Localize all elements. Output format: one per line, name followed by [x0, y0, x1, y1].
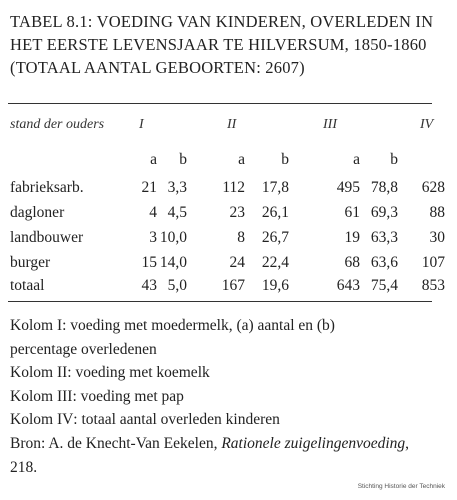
row-label: dagloner [10, 204, 65, 221]
table-cell: 167 [221, 277, 245, 294]
sub-header: b [179, 151, 187, 168]
table-cell: 643 [336, 277, 360, 294]
table-cell: 17,8 [261, 179, 289, 196]
table-cell: 3,3 [167, 179, 187, 196]
table-cell: 112 [222, 179, 245, 196]
table-cell: 19,6 [261, 277, 289, 294]
table-cell: 63,6 [370, 254, 398, 271]
table-cell: 15 [141, 254, 157, 271]
col-group-i: I [139, 117, 144, 132]
sub-header: a [150, 151, 157, 168]
table-cell: 43 [141, 277, 157, 294]
table-cell: 853 [421, 277, 445, 294]
note-line: Kolom III: voeding met pap [10, 387, 184, 405]
table-cell: 4,5 [167, 204, 187, 221]
table-cell: 4 [149, 204, 157, 221]
table-cell: 24 [229, 254, 245, 271]
table-cell: 23 [229, 204, 245, 221]
note-line: percentage overledenen [10, 340, 157, 358]
top-rule [8, 103, 432, 104]
note-line: Kolom I: voeding met moedermelk, (a) aantal en (b) [10, 317, 335, 334]
table-cell: 22,4 [261, 254, 289, 271]
table-cell: 8 [237, 229, 245, 246]
table-cell: 61 [344, 204, 360, 221]
table-cell: 88 [429, 204, 445, 221]
col-group-iii: III [323, 117, 337, 132]
table-cell: 30 [429, 229, 445, 246]
col-group-iv: IV [420, 117, 434, 132]
source-book-title: Rationele zuigelingenvoeding [221, 434, 406, 452]
source-page: 218. [10, 458, 38, 476]
note-line: Kolom II: voeding met koemelk [10, 364, 210, 382]
note-line: Kolom IV: totaal aantal overleden kinderen [10, 411, 280, 429]
table-cell: 10,0 [159, 229, 187, 246]
sub-header: b [390, 151, 398, 168]
sub-header: a [353, 151, 360, 168]
row-header-label: stand der ouders [10, 117, 105, 132]
table-cell: 495 [336, 179, 360, 196]
row-label: landbouwer [10, 229, 84, 246]
sub-header: a [238, 151, 245, 168]
table-notes [10, 314, 450, 479]
row-label: fabrieksarb. [10, 179, 84, 196]
table-cell: 26,1 [261, 204, 289, 221]
table-cell: 628 [421, 179, 445, 196]
table-cell: 69,3 [370, 204, 398, 221]
table-cell: 14,0 [159, 254, 187, 271]
footer-credit: Stichting Historie der Techniek [357, 483, 445, 490]
table-cell: 78,8 [370, 179, 398, 196]
table-cell: 19 [344, 229, 360, 246]
table-cell: 21 [141, 179, 157, 196]
col-group-ii: II [227, 117, 237, 132]
table-title: TABEL 8.1: VOEDING VAN KINDEREN, OVERLEDEN IN HET EERSTE LEVENSJAAR TE HILVERSUM, 1850-1860 (TOTAAL AANTAL GEBOORTEN: 2607) [10, 12, 434, 77]
table-cell: 26,7 [261, 229, 289, 246]
row-label: totaal [10, 277, 45, 294]
table-cell: 68 [344, 254, 360, 271]
table-cell: 75,4 [370, 277, 398, 294]
table-cell: 107 [421, 254, 445, 271]
table-cell: 5,0 [167, 277, 187, 294]
sub-header: b [281, 151, 289, 168]
source-line: Bron: A. de Knecht-Van Eekelen, Rationele zuigelingenvoeding, [10, 434, 410, 452]
table-cell: 3 [149, 229, 157, 246]
table-cell: 63,3 [370, 229, 398, 246]
bottom-rule [8, 301, 432, 302]
row-label: burger [10, 254, 51, 271]
